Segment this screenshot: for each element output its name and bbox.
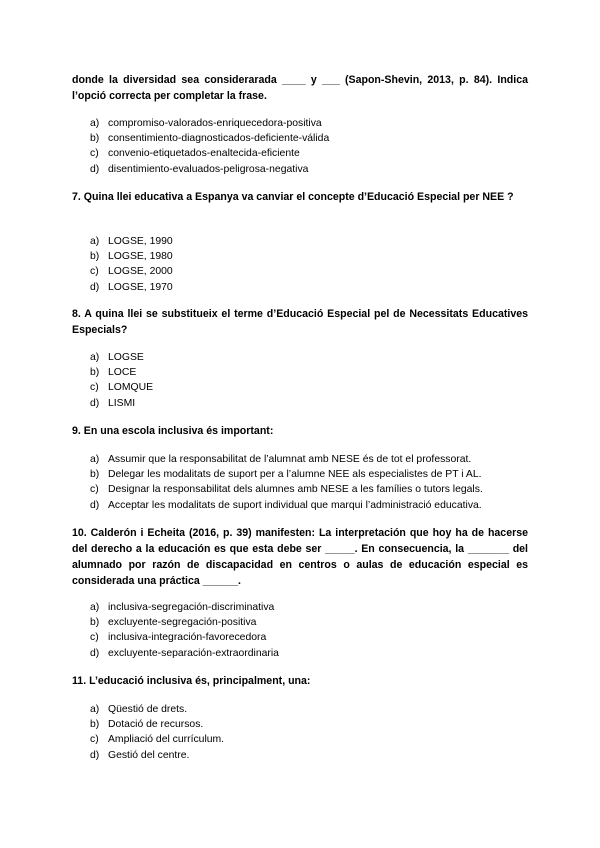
option-item[interactable] xyxy=(90,162,329,177)
option-text: Gestió del centre. xyxy=(108,749,190,761)
option-item[interactable] xyxy=(90,482,483,497)
option-text: Acceptar les modalitats de suport individual que marqui l’administració educativa. xyxy=(108,499,482,511)
option-item[interactable] xyxy=(90,615,279,630)
question-7-text: 7. Quina llei educativa a Espanya va canviar el concepte d’Educació Especial per NEE ? xyxy=(72,191,514,203)
option-letter: d) xyxy=(90,647,100,659)
option-item[interactable] xyxy=(90,467,483,482)
option-text: convenio-etiquetados-enaltecida-eficiente xyxy=(108,148,300,160)
option-item[interactable] xyxy=(90,732,224,747)
option-item[interactable] xyxy=(90,717,224,732)
option-letter: c) xyxy=(90,632,99,644)
option-item[interactable] xyxy=(90,396,153,411)
option-item[interactable] xyxy=(90,131,329,146)
option-list-q10 xyxy=(90,600,279,661)
option-text: excluyente-separación-extraordinaria xyxy=(108,647,279,659)
option-item[interactable] xyxy=(90,452,483,467)
option-letter: d) xyxy=(90,397,100,409)
option-item[interactable] xyxy=(90,702,224,717)
option-list-q6 xyxy=(90,116,329,177)
option-text: consentimiento-diagnosticados-deficiente-válida xyxy=(108,133,330,145)
option-list-q7 xyxy=(90,234,173,295)
option-letter: b) xyxy=(90,469,100,481)
option-text: Ampliació del currículum. xyxy=(108,734,225,746)
option-item[interactable] xyxy=(90,249,173,264)
option-text: LOMQUE xyxy=(108,382,154,394)
option-letter: b) xyxy=(90,251,100,263)
option-list-q9 xyxy=(90,452,483,513)
option-letter: b) xyxy=(90,617,100,629)
option-letter: a) xyxy=(90,236,100,247)
option-letter: b) xyxy=(90,719,100,731)
option-letter: a) xyxy=(90,602,100,613)
question-8-text: 8. A quina llei se substitueix el terme d’Educació Especial pel de Necessitats Educatives Especials? xyxy=(72,308,528,336)
option-item[interactable] xyxy=(90,146,329,161)
option-letter: b) xyxy=(90,367,100,379)
option-list-q8 xyxy=(90,350,153,411)
option-text: LOGSE, 1990 xyxy=(108,236,173,247)
option-letter: a) xyxy=(90,352,100,363)
question-continuation-text: donde la diversidad sea considerarada ____ y ___ (Sapon-Shevin, 2013, p. 84). Indica l’opció correcta per completar la frase. xyxy=(72,74,528,102)
option-letter: d) xyxy=(90,499,100,511)
option-item[interactable] xyxy=(90,350,153,365)
option-item[interactable] xyxy=(90,116,329,131)
option-item[interactable] xyxy=(90,646,279,661)
option-text: Assumir que la responsabilitat de l’alumnat amb NESE és de tot el professorat. xyxy=(108,454,472,465)
option-letter: b) xyxy=(90,133,100,145)
option-text: inclusiva-segregación-discriminativa xyxy=(108,602,275,613)
option-letter: a) xyxy=(90,118,100,129)
option-letter: c) xyxy=(90,734,99,746)
question-9-text: 9. En una escola inclusiva és important: xyxy=(72,425,274,437)
option-item[interactable] xyxy=(90,630,279,645)
option-item[interactable] xyxy=(90,365,153,380)
option-text: disentimiento-evaluados-peligrosa-negativa xyxy=(108,163,309,175)
question-10-text: 10. Calderón i Echeita (2016, p. 39) manifesten: La interpretación que hoy ha de hacerse del derecho a la educación es que esta debe ser _____. En consecuencia, la _______ del alumnado por razón de discapacidad en centros o aulas de educación especial es considerada una práctica ______. xyxy=(72,527,528,587)
option-text: LISMI xyxy=(108,397,136,409)
option-letter: d) xyxy=(90,281,100,293)
option-letter: c) xyxy=(90,266,99,278)
option-text: LOGSE, 2000 xyxy=(108,266,173,278)
option-text: LOGSE, 1970 xyxy=(108,281,173,293)
option-item[interactable] xyxy=(90,498,483,513)
option-letter: d) xyxy=(90,163,100,175)
option-text: LOGSE xyxy=(108,352,144,363)
option-letter: a) xyxy=(90,454,100,465)
option-letter: c) xyxy=(90,382,99,394)
option-text: Dotació de recursos. xyxy=(108,719,204,731)
option-item[interactable] xyxy=(90,234,173,249)
option-item[interactable] xyxy=(90,264,173,279)
option-item[interactable] xyxy=(90,600,279,615)
option-text: excluyente-segregación-positiva xyxy=(108,617,257,629)
option-letter: d) xyxy=(90,749,100,761)
option-text: inclusiva-integración-favorecedora xyxy=(108,632,267,644)
option-letter: c) xyxy=(90,484,99,496)
option-item[interactable] xyxy=(90,380,153,395)
option-text: compromiso-valorados-enriquecedora-positiva xyxy=(108,118,322,129)
question-11-text: 11. L’educació inclusiva és, principalment, una: xyxy=(72,675,311,687)
option-text: Delegar les modalitats de suport per a l’alumne NEE als especialistes de PT i AL. xyxy=(108,469,482,481)
option-text: LOCE xyxy=(108,367,137,379)
option-text: Qüestió de drets. xyxy=(108,704,188,715)
option-list-q11 xyxy=(90,702,224,763)
option-letter: c) xyxy=(90,148,99,160)
option-text: Designar la responsabilitat dels alumnes amb NESE a les famílies o tutors legals. xyxy=(108,484,483,496)
option-letter: a) xyxy=(90,704,100,715)
option-item[interactable] xyxy=(90,280,173,295)
option-item[interactable] xyxy=(90,748,224,763)
option-text: LOGSE, 1980 xyxy=(108,251,173,263)
